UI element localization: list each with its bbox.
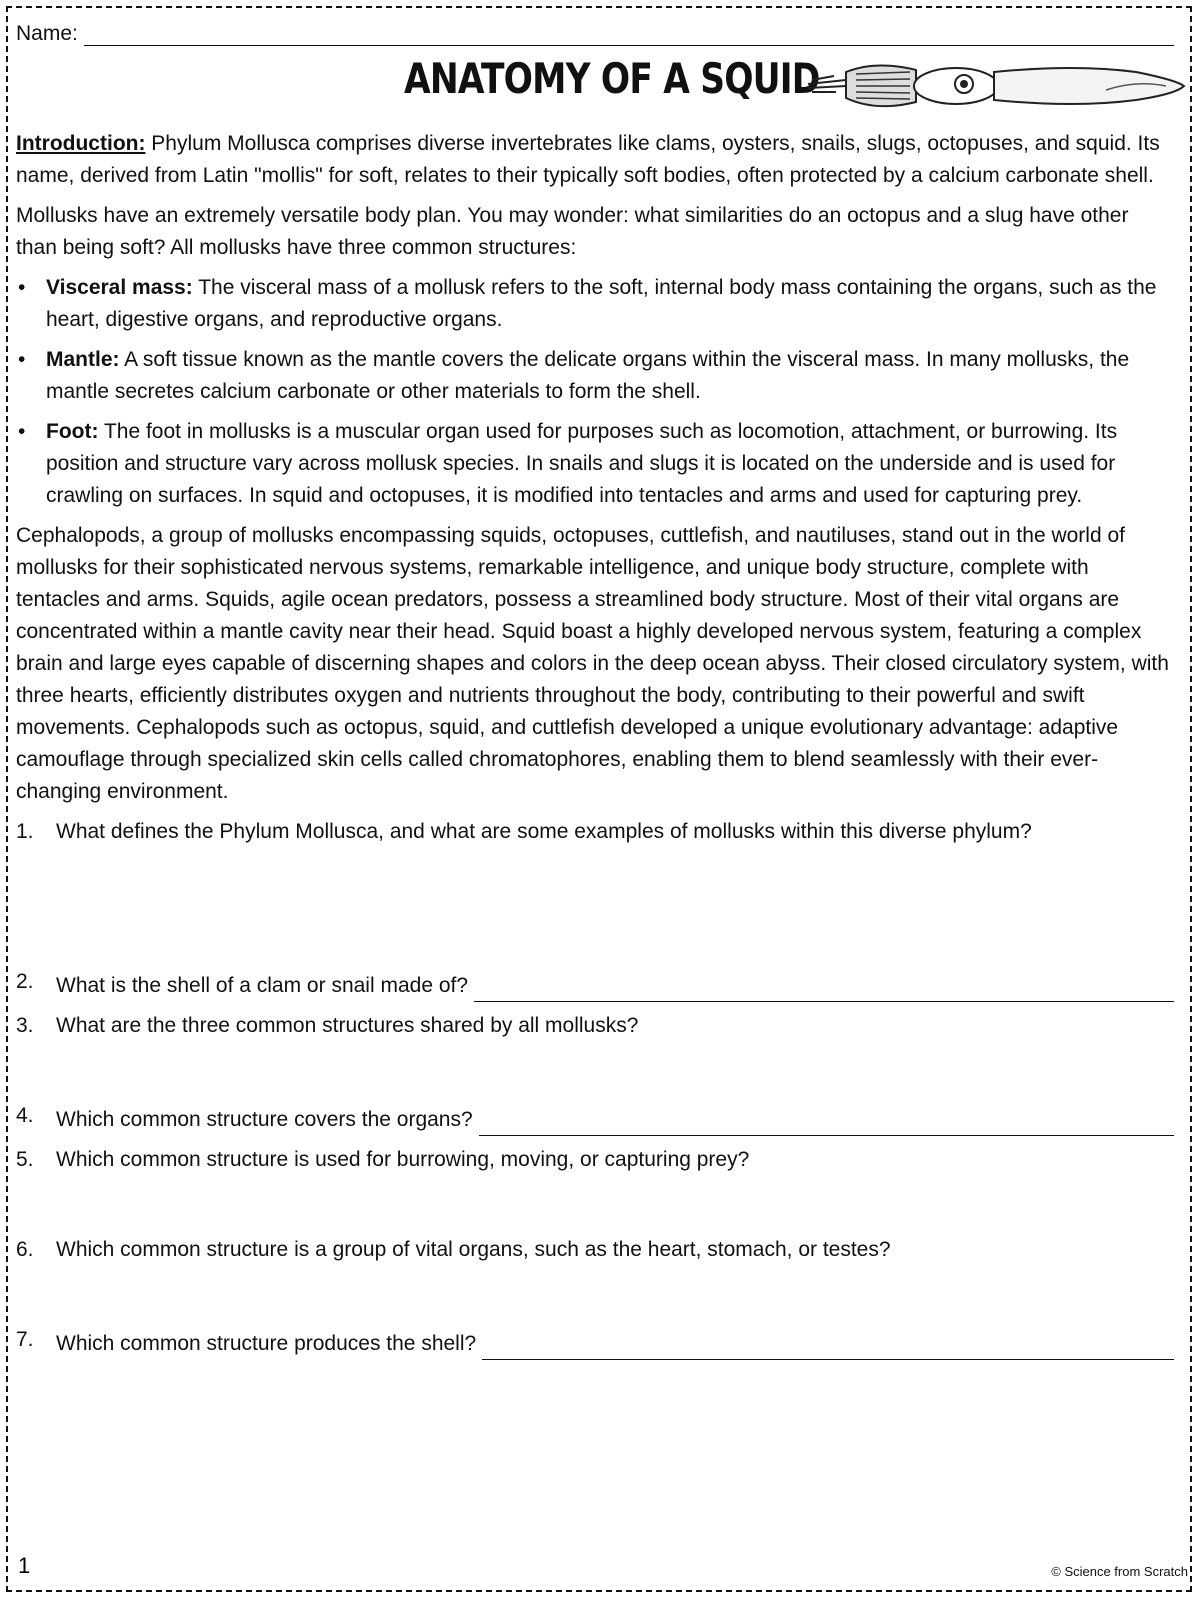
- question-text: Which common structure produces the shell?: [56, 1332, 477, 1355]
- question-text: What is the shell of a clam or snail made of?: [56, 974, 469, 997]
- question-text: Which common structure is used for burrowing, moving, or capturing prey?: [56, 1148, 750, 1171]
- question-number: 5.: [16, 1148, 34, 1171]
- structures-list: [16, 272, 1174, 512]
- name-row: [16, 16, 1174, 46]
- question-number: 2.: [16, 970, 34, 993]
- question-6[interactable]: [16, 1234, 1174, 1324]
- question-text: Which common structure covers the organs?: [56, 1108, 473, 1131]
- definition-text: The visceral mass of a mollusk refers to the soft, internal body mass containing the organs, such as the heart, digestive organs, and reproductive organs.: [46, 276, 1157, 331]
- title-row: [16, 50, 1174, 128]
- question-7: [16, 1324, 1174, 1360]
- question-3[interactable]: [16, 1010, 1174, 1100]
- question-text: Which common structure is a group of vital organs, such as the heart, stomach, or testes?: [56, 1238, 891, 1261]
- answer-line[interactable]: [474, 975, 1174, 1002]
- bullet-icon: •: [18, 348, 26, 371]
- name-label: Name:: [16, 22, 78, 45]
- introduction-label: Introduction:: [16, 132, 146, 155]
- term-foot: Foot:: [46, 420, 99, 443]
- question-number: 4.: [16, 1104, 34, 1127]
- question-text: What defines the Phylum Mollusca, and what are some examples of mollusks within this diverse phylum?: [56, 820, 1032, 843]
- question-5[interactable]: [16, 1144, 1174, 1234]
- term-mantle: Mantle:: [46, 348, 120, 371]
- body-plan-paragraph: Mollusks have an extremely versatile body plan. You may wonder: what similarities do an octopus and a slug have other than being soft? All mollusks have three common structures:: [16, 204, 1129, 259]
- worksheet: [16, 16, 1174, 1360]
- question-number: 1.: [16, 820, 34, 843]
- answer-line[interactable]: [482, 1333, 1174, 1360]
- list-item: [16, 416, 1174, 512]
- bullet-icon: •: [18, 276, 26, 299]
- question-number: 3.: [16, 1014, 34, 1037]
- question-2: [16, 966, 1174, 1002]
- page-title: ANATOMY OF A SQUID: [404, 54, 820, 103]
- list-item: [16, 272, 1174, 336]
- introduction-paragraph: [16, 128, 1174, 192]
- bullet-icon: •: [18, 420, 26, 443]
- introduction-text: Phylum Mollusca comprises diverse invertebrates like clams, oysters, snails, slugs, octopuses, and squid. Its name, derived from Latin "mollis" for soft, relates to their typically soft bodies, often protected by a calcium carbonate shell.: [16, 132, 1160, 187]
- definition-text: A soft tissue known as the mantle covers the delicate organs within the visceral mass. In many mollusks, the mantle secretes calcium carbonate or other materials to form the shell.: [46, 348, 1130, 403]
- question-1[interactable]: [16, 816, 1174, 966]
- name-answer-line[interactable]: [84, 23, 1174, 46]
- copyright-text: © Science from Scratch: [1051, 1564, 1188, 1579]
- cephalopods-paragraph: Cephalopods, a group of mollusks encompassing squids, octopuses, cuttlefish, and nautiluses, stand out in the world of mollusks for their sophisticated nervous systems, remarkable intelligence, and unique body structure, complete with tentacles and arms. Squids, agile ocean predators, possess a streamlined body structure. Most of their vital organs are concentrated within a mantle cavity near their head. Squid boast a highly developed nervous system, featuring a complex brain and large eyes capable of discerning shapes and colors in the deep ocean abyss. Their closed circulatory system, with three hearts, efficiently distributes oxygen and nutrients throughout the body, contributing to their powerful and swift movements. Cephalopods such as octopus, squid, and cuttlefish developed a unique evolutionary advantage: adaptive camouflage through specialized skin cells called chromatophores, enabling them to blend seamlessly with their ever-changing environment.: [16, 524, 1169, 803]
- list-item: [16, 344, 1174, 408]
- definition-text: The foot in mollusks is a muscular organ used for purposes such as locomotion, attachment, or burrowing. Its position and structure vary across mollusk species. In snails and slugs it is located on the underside and is used for crawling on surfaces. In squid and octopuses, it is modified into tentacles and arms and used for capturing prey.: [46, 420, 1118, 507]
- question-4: [16, 1100, 1174, 1136]
- question-text: What are the three common structures shared by all mollusks?: [56, 1014, 639, 1037]
- page-number: 1: [18, 1553, 31, 1578]
- squid-illustration-icon: [806, 50, 1186, 122]
- question-number: 7.: [16, 1328, 34, 1351]
- question-number: 6.: [16, 1238, 34, 1261]
- term-visceral-mass: Visceral mass:: [46, 276, 193, 299]
- answer-line[interactable]: [479, 1109, 1174, 1136]
